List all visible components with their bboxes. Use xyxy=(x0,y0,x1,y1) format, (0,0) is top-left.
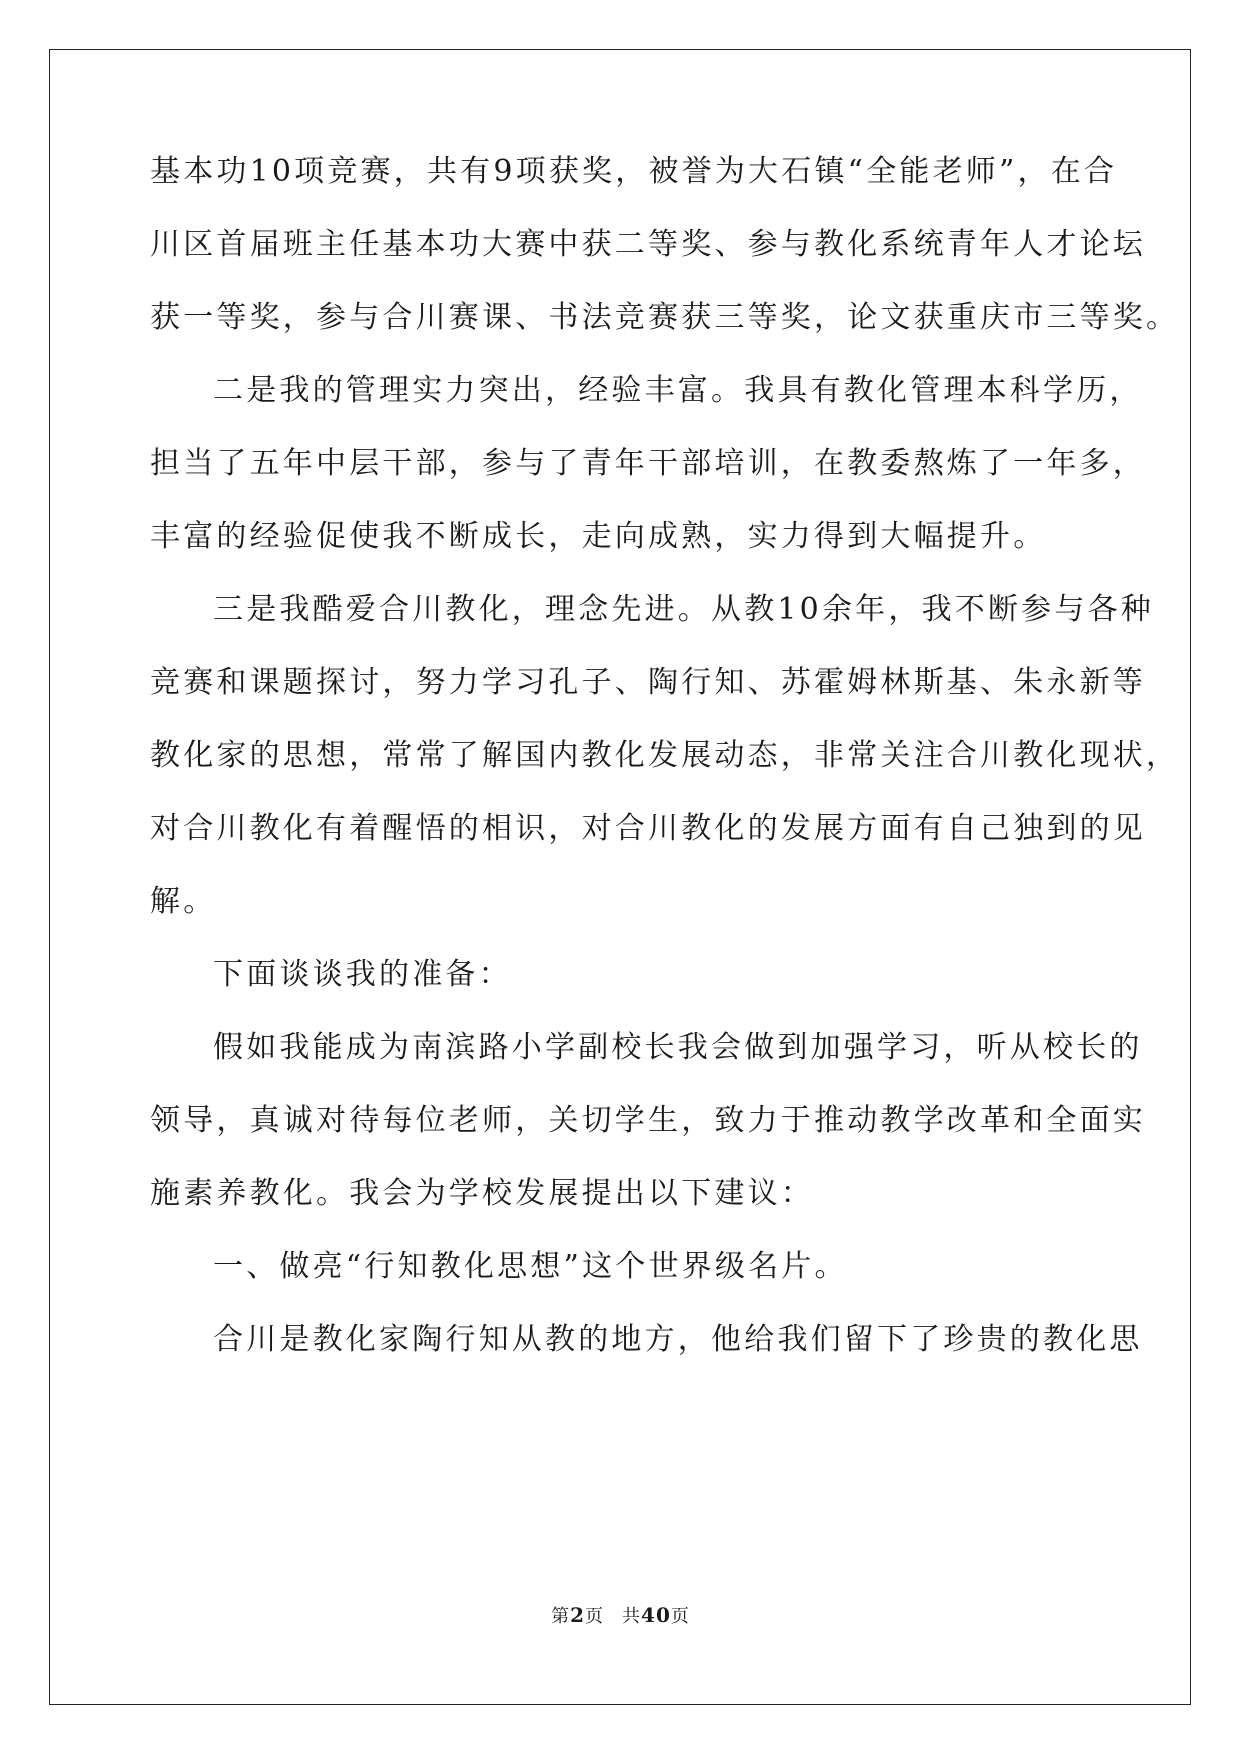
page-suffix: 页 xyxy=(585,1606,605,1627)
text-line: 教化家的思想，常常了解国内教化发展动态，非常关注合川教化现状， xyxy=(150,738,1180,773)
paragraph-start-line: 假如我能成为南滨路小学副校长我会做到加强学习，听从校长的 xyxy=(213,1030,1143,1065)
text-line: 担当了五年中层干部，参与了青年干部培训，在教委熬炼了一年多， xyxy=(150,446,1146,481)
paragraph-start-line: 三是我酷爱合川教化，理念先进。从教10余年，我不断参与各种 xyxy=(213,592,1154,627)
text-line: 施素养教化。我会为学校发展提出以下建议： xyxy=(150,1176,814,1211)
text-line: 基本功10项竞赛，共有9项获奖，被誉为大石镇“全能老师”，在合 xyxy=(150,154,1118,189)
page-number: 2 xyxy=(570,1603,586,1627)
total-pages: 40 xyxy=(641,1603,671,1627)
paragraph-start-line: 二是我的管理实力突出，经验丰富。我具有教化管理本科学历， xyxy=(213,373,1143,408)
text-line: 川区首届班主任基本功大赛中获二等奖、参与教化系统青年人才论坛 xyxy=(150,227,1146,262)
total-suffix: 页 xyxy=(670,1606,690,1627)
total-prefix: 共 xyxy=(622,1606,642,1627)
text-line: 领导，真诚对待每位老师，关切学生，致力于推动教学改革和全面实 xyxy=(150,1103,1146,1138)
text-line: 对合川教化有着醒悟的相识，对合川教化的发展方面有自己独到的见 xyxy=(150,811,1146,846)
page-prefix: 第 xyxy=(551,1606,571,1627)
text-line: 解。 xyxy=(150,884,217,919)
paragraph-start-line: 下面谈谈我的准备： xyxy=(213,957,512,992)
text-line: 获一等奖，参与合川赛课、书法竞赛获三等奖，论文获重庆市三等奖。 xyxy=(150,300,1180,335)
page-footer xyxy=(0,1602,1241,1628)
paragraph-start-line: 一、做亮“行知教化思想”这个世界级名片。 xyxy=(213,1249,848,1284)
text-line: 竞赛和课题探讨，努力学习孔子、陶行知、苏霍姆林斯基、朱永新等 xyxy=(150,665,1146,700)
paragraph-start-line: 合川是教化家陶行知从教的地方，他给我们留下了珍贵的教化思 xyxy=(213,1322,1143,1357)
text-line: 丰富的经验促使我不断成长，走向成熟，实力得到大幅提升。 xyxy=(150,519,1047,554)
